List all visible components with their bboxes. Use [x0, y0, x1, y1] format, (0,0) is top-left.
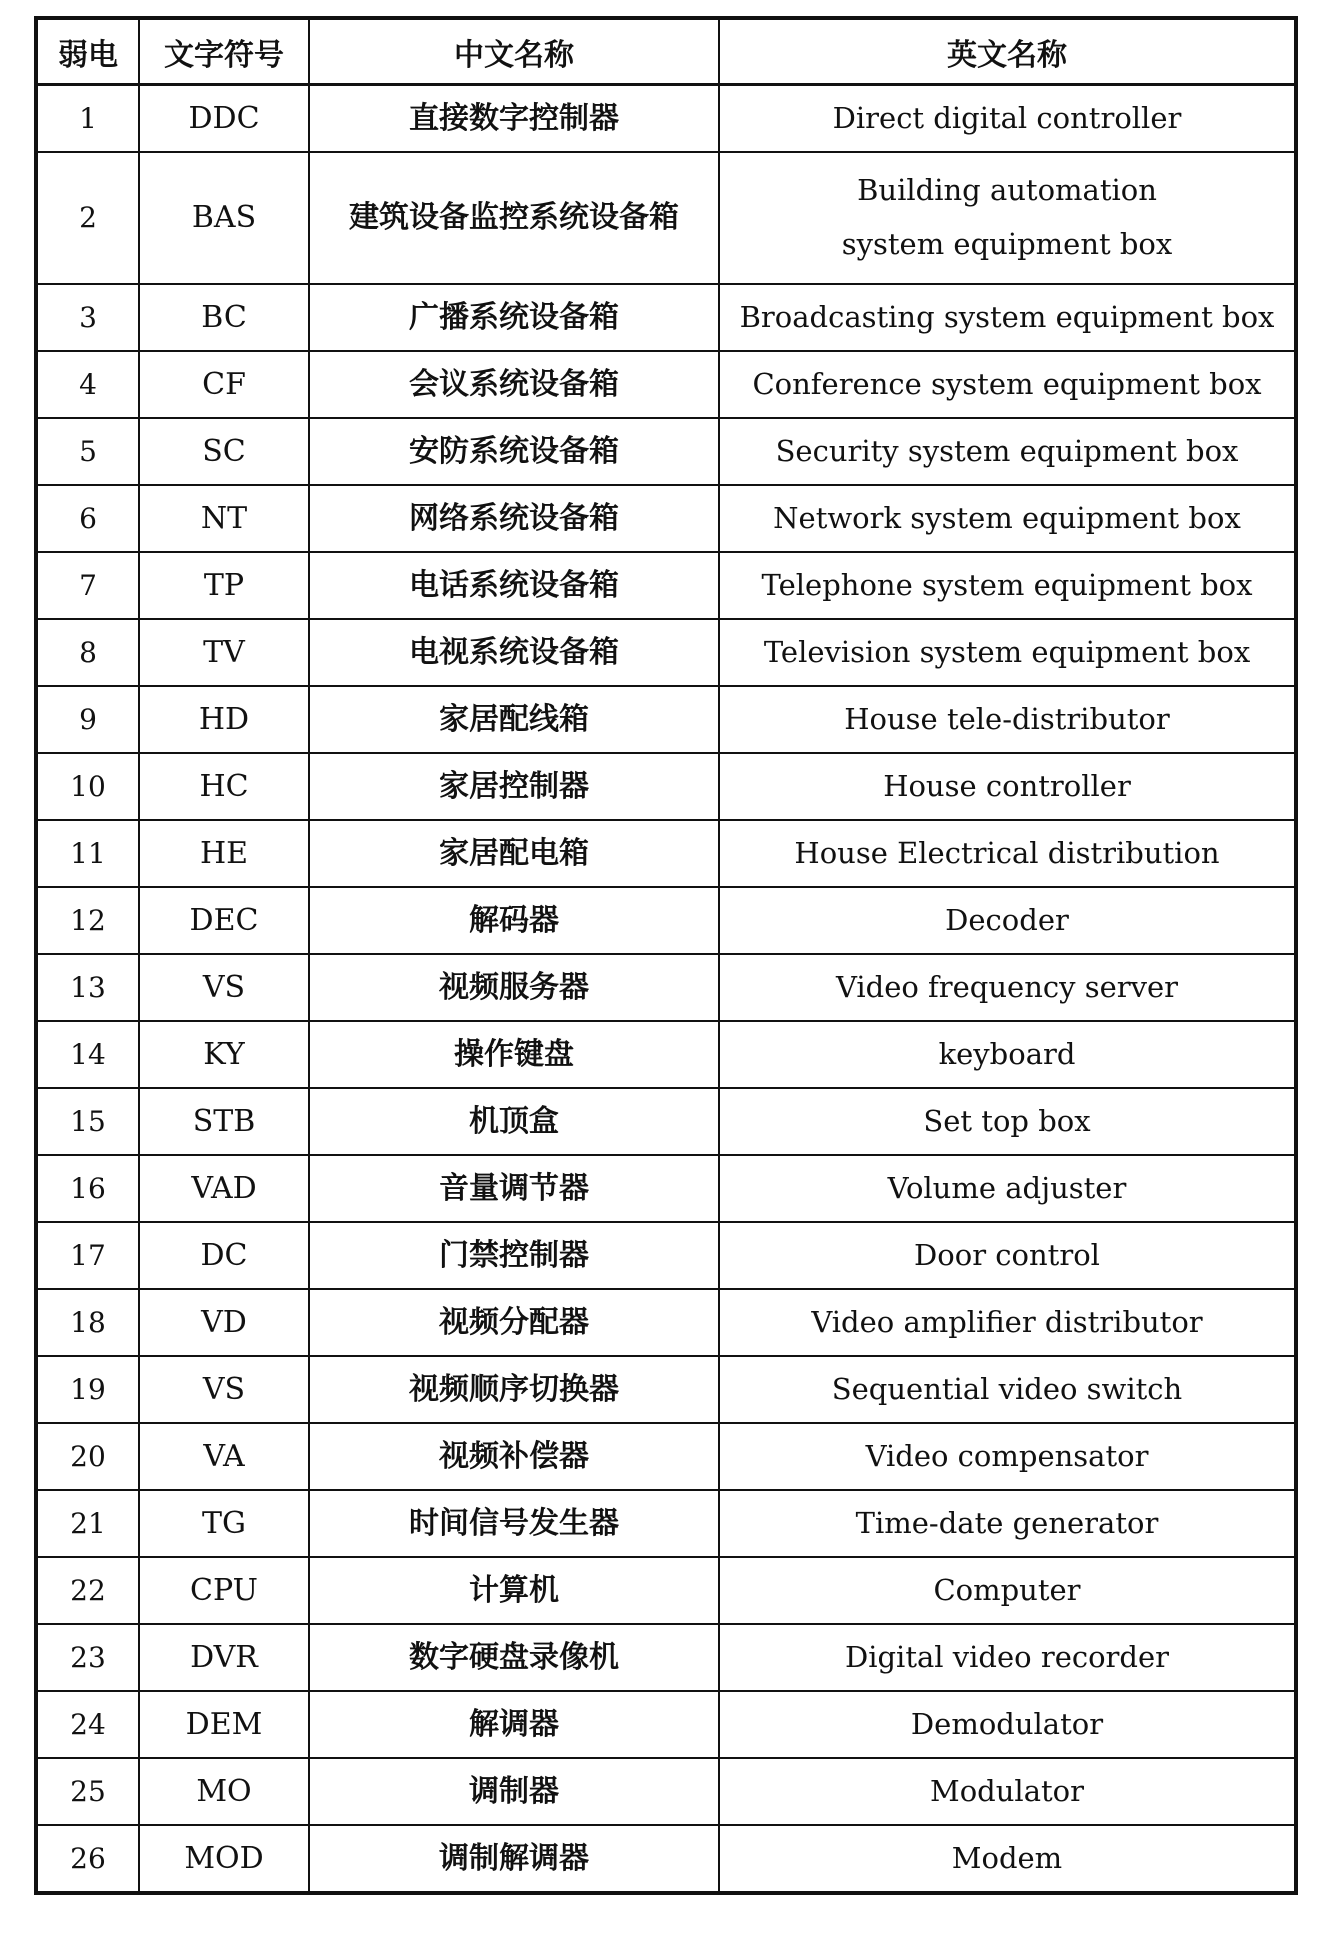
- cell-chinese-name: 操作键盘: [309, 1021, 719, 1088]
- cell-symbol: VS: [139, 954, 309, 1021]
- cell-chinese-name: 电话系统设备箱: [309, 552, 719, 619]
- cell-number: 23: [36, 1624, 139, 1691]
- cell-symbol: MOD: [139, 1825, 309, 1893]
- table-row: [36, 351, 1296, 418]
- cell-chinese-name: 家居配电箱: [309, 820, 719, 887]
- cell-symbol: CPU: [139, 1557, 309, 1624]
- table-row: [36, 686, 1296, 753]
- table-row: [36, 1691, 1296, 1758]
- cell-chinese-name: 数字硬盘录像机: [309, 1624, 719, 1691]
- table-row: [36, 954, 1296, 1021]
- table-row: [36, 887, 1296, 954]
- table-row: [36, 85, 1296, 153]
- table-row: [36, 1423, 1296, 1490]
- cell-chinese-name: 音量调节器: [309, 1155, 719, 1222]
- cell-chinese-name: 视频顺序切换器: [309, 1356, 719, 1423]
- table-row: [36, 1356, 1296, 1423]
- cell-number: 4: [36, 351, 139, 418]
- cell-number: 22: [36, 1557, 139, 1624]
- cell-symbol: DDC: [139, 85, 309, 153]
- cell-number: 8: [36, 619, 139, 686]
- table-row: [36, 1490, 1296, 1557]
- cell-symbol: MO: [139, 1758, 309, 1825]
- cell-number: 26: [36, 1825, 139, 1893]
- cell-symbol: HE: [139, 820, 309, 887]
- cell-number: 7: [36, 552, 139, 619]
- cell-symbol: HC: [139, 753, 309, 820]
- symbol-table-container: [34, 16, 1294, 1895]
- cell-english-name: Network system equipment box: [719, 485, 1296, 552]
- cell-english-name: Conference system equipment box: [719, 351, 1296, 418]
- cell-english-name: Security system equipment box: [719, 418, 1296, 485]
- cell-english-name: Modulator: [719, 1758, 1296, 1825]
- cell-symbol: DVR: [139, 1624, 309, 1691]
- table-row: [36, 1088, 1296, 1155]
- cell-number: 19: [36, 1356, 139, 1423]
- table-row: [36, 1289, 1296, 1356]
- cell-english-name: keyboard: [719, 1021, 1296, 1088]
- cell-chinese-name: 视频服务器: [309, 954, 719, 1021]
- cell-number: 15: [36, 1088, 139, 1155]
- table-row: [36, 1825, 1296, 1893]
- cell-english-name: Demodulator: [719, 1691, 1296, 1758]
- table-body: [36, 85, 1296, 1894]
- table-row: [36, 1758, 1296, 1825]
- cell-symbol: TP: [139, 552, 309, 619]
- cell-english-name: Video compensator: [719, 1423, 1296, 1490]
- cell-number: 16: [36, 1155, 139, 1222]
- cell-number: 13: [36, 954, 139, 1021]
- cell-symbol: VD: [139, 1289, 309, 1356]
- cell-chinese-name: 建筑设备监控系统设备箱: [309, 152, 719, 284]
- cell-english-name: Volume adjuster: [719, 1155, 1296, 1222]
- table-row: [36, 1155, 1296, 1222]
- cell-chinese-name: 电视系统设备箱: [309, 619, 719, 686]
- cell-number: 24: [36, 1691, 139, 1758]
- cell-symbol: VA: [139, 1423, 309, 1490]
- cell-symbol: STB: [139, 1088, 309, 1155]
- cell-number: 6: [36, 485, 139, 552]
- cell-chinese-name: 直接数字控制器: [309, 85, 719, 153]
- table-row: [36, 418, 1296, 485]
- cell-english-name: Time-date generator: [719, 1490, 1296, 1557]
- cell-chinese-name: 机顶盒: [309, 1088, 719, 1155]
- table-row: [36, 619, 1296, 686]
- cell-symbol: TG: [139, 1490, 309, 1557]
- cell-number: 14: [36, 1021, 139, 1088]
- cell-chinese-name: 调制器: [309, 1758, 719, 1825]
- cell-english-name: Decoder: [719, 887, 1296, 954]
- cell-symbol: KY: [139, 1021, 309, 1088]
- cell-english-name: House tele-distributor: [719, 686, 1296, 753]
- cell-symbol: HD: [139, 686, 309, 753]
- table-row: [36, 753, 1296, 820]
- table-header-row: [36, 18, 1296, 85]
- cell-number: 3: [36, 284, 139, 351]
- table-row: [36, 152, 1296, 284]
- header-symbol: 文字符号: [139, 18, 309, 85]
- cell-english-name: Telephone system equipment box: [719, 552, 1296, 619]
- cell-number: 17: [36, 1222, 139, 1289]
- cell-english-name: Set top box: [719, 1088, 1296, 1155]
- table-row: [36, 1222, 1296, 1289]
- table-row: [36, 1624, 1296, 1691]
- cell-chinese-name: 调制解调器: [309, 1825, 719, 1893]
- cell-symbol: DEC: [139, 887, 309, 954]
- cell-number: 5: [36, 418, 139, 485]
- cell-chinese-name: 视频补偿器: [309, 1423, 719, 1490]
- cell-chinese-name: 解码器: [309, 887, 719, 954]
- table-row: [36, 820, 1296, 887]
- cell-english-name: Video frequency server: [719, 954, 1296, 1021]
- cell-english-name: Video amplifier distributor: [719, 1289, 1296, 1356]
- cell-english-name: Digital video recorder: [719, 1624, 1296, 1691]
- cell-number: 25: [36, 1758, 139, 1825]
- cell-symbol: SC: [139, 418, 309, 485]
- cell-english-name: Television system equipment box: [719, 619, 1296, 686]
- cell-chinese-name: 门禁控制器: [309, 1222, 719, 1289]
- cell-number: 20: [36, 1423, 139, 1490]
- cell-symbol: BC: [139, 284, 309, 351]
- cell-chinese-name: 安防系统设备箱: [309, 418, 719, 485]
- cell-symbol: BAS: [139, 152, 309, 284]
- cell-chinese-name: 网络系统设备箱: [309, 485, 719, 552]
- cell-english-name: Direct digital controller: [719, 85, 1296, 153]
- cell-chinese-name: 家居配线箱: [309, 686, 719, 753]
- header-english-name: 英文名称: [719, 18, 1296, 85]
- cell-chinese-name: 时间信号发生器: [309, 1490, 719, 1557]
- table-row: [36, 1021, 1296, 1088]
- cell-chinese-name: 计算机: [309, 1557, 719, 1624]
- cell-chinese-name: 家居控制器: [309, 753, 719, 820]
- table-row: [36, 552, 1296, 619]
- cell-number: 18: [36, 1289, 139, 1356]
- cell-number: 12: [36, 887, 139, 954]
- cell-english-name: Sequential video switch: [719, 1356, 1296, 1423]
- cell-number: 10: [36, 753, 139, 820]
- cell-english-name: House Electrical distribution: [719, 820, 1296, 887]
- cell-chinese-name: 视频分配器: [309, 1289, 719, 1356]
- table-row: [36, 284, 1296, 351]
- table-row: [36, 485, 1296, 552]
- cell-english-name: Modem: [719, 1825, 1296, 1893]
- cell-english-name: Broadcasting system equipment box: [719, 284, 1296, 351]
- cell-symbol: VS: [139, 1356, 309, 1423]
- cell-symbol: TV: [139, 619, 309, 686]
- cell-number: 9: [36, 686, 139, 753]
- cell-symbol: NT: [139, 485, 309, 552]
- header-category: 弱电: [36, 18, 139, 85]
- symbol-table: [34, 16, 1298, 1895]
- cell-number: 2: [36, 152, 139, 284]
- cell-english-name: Building automation system equipment box: [719, 152, 1296, 284]
- header-chinese-name: 中文名称: [309, 18, 719, 85]
- cell-chinese-name: 解调器: [309, 1691, 719, 1758]
- cell-symbol: CF: [139, 351, 309, 418]
- cell-symbol: DEM: [139, 1691, 309, 1758]
- cell-chinese-name: 会议系统设备箱: [309, 351, 719, 418]
- cell-chinese-name: 广播系统设备箱: [309, 284, 719, 351]
- cell-number: 21: [36, 1490, 139, 1557]
- cell-symbol: DC: [139, 1222, 309, 1289]
- cell-number: 1: [36, 85, 139, 153]
- cell-english-name: Door control: [719, 1222, 1296, 1289]
- cell-english-name: House controller: [719, 753, 1296, 820]
- table-row: [36, 1557, 1296, 1624]
- cell-number: 11: [36, 820, 139, 887]
- cell-symbol: VAD: [139, 1155, 309, 1222]
- cell-english-name: Computer: [719, 1557, 1296, 1624]
